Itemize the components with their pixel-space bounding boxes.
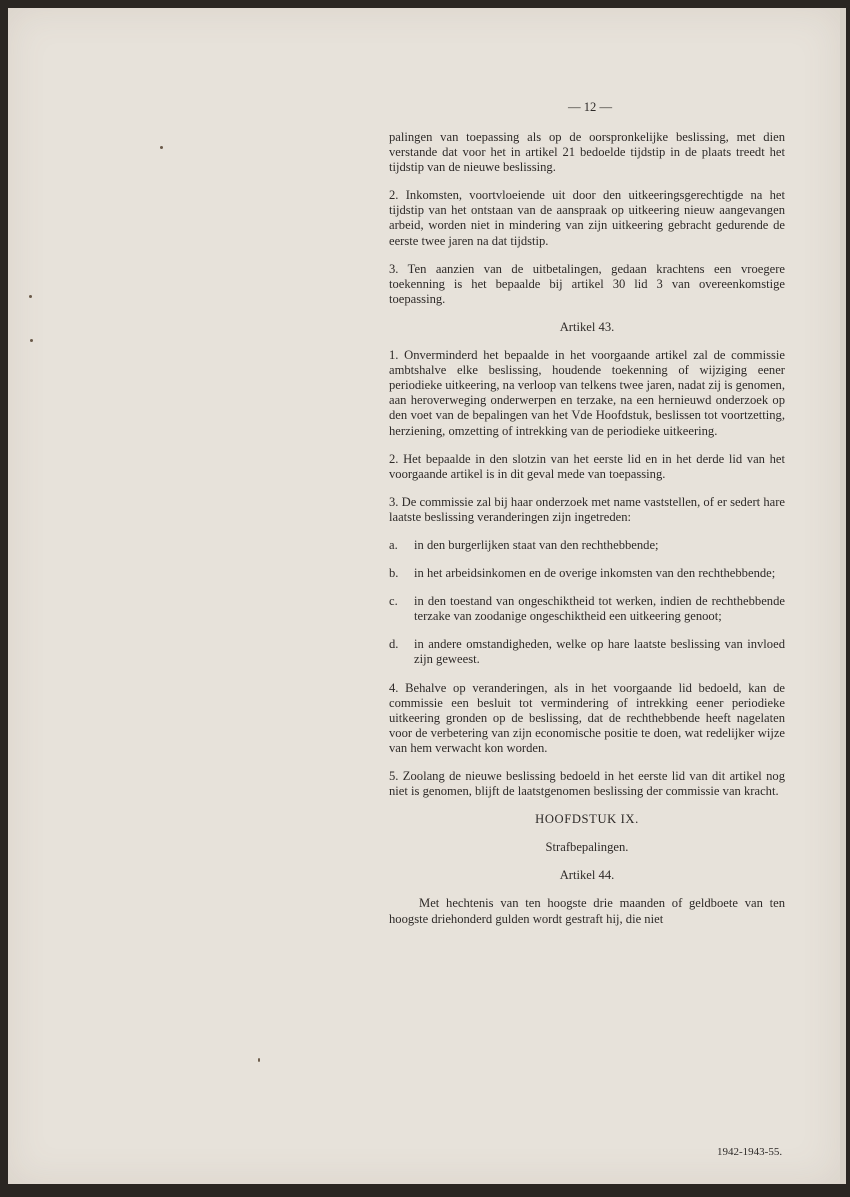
paper-speck <box>29 295 32 298</box>
article-43-paragraph-1: 1. Onverminderd het bepaalde in het voorgaande artikel zal de commissie ambtshalve elke beslissing, houdende toekenning of wijziging eener periodieke uitkeering, na verloop van telkens twee jaren, nadat zij is genomen, aan heroverweging onderwerpen en terzake, na een hernieuwd onderzoek op den voet van de bepalingen van het Vde Hoofdstuk, beslissen tot voortzetting, herziening, omzetting of intrekking van de periodieke uitkeering. <box>389 348 785 438</box>
paper-speck <box>30 339 33 342</box>
list-item-b <box>389 566 785 581</box>
list-item-a <box>389 538 785 553</box>
list-marker: c. <box>389 594 398 609</box>
list-item-d <box>389 637 785 667</box>
article-43-heading: Artikel 43. <box>559 319 615 334</box>
article-44-paragraph-1: Met hechtenis van ten hoogste drie maanden of geldboete van ten hoogste driehonderd gulden wordt gestraft hij, die niet <box>389 896 785 926</box>
chapter-heading: HOOFDSTUK IX. <box>535 812 639 827</box>
list-item-text: in den burgerlijken staat van den rechthebbende; <box>414 537 659 552</box>
page-edge <box>840 8 846 1184</box>
article-43-paragraph-3: 3. De commissie zal bij haar onderzoek met name vaststellen, of er sedert hare laatste beslissing veranderingen zijn ingetreden: <box>389 494 785 524</box>
page-number: — 12 — <box>567 100 613 114</box>
paragraph-intro: palingen van toepassing als op de oorspronkelijke beslissing, met dien verstande dat voor het in artikel 21 bedoelde tijdstip in de plaats treedt het tijdstip van de nieuwe beslissing. <box>389 130 785 175</box>
document-body <box>389 130 785 940</box>
list-marker: b. <box>389 566 399 581</box>
paper-speck <box>258 1058 260 1062</box>
article-43-paragraph-2: 2. Het bepaalde in den slotzin van het eerste lid en in het derde lid van het voorgaande artikel is in dit geval mede van toepassing. <box>389 451 785 481</box>
article-43-paragraph-4: 4. Behalve op veranderingen, als in het voorgaande lid bedoeld, kan de commissie een besluit tot vermindering of intrekking eener periodieke uitkeering gronden op de beslissing, dat de rechthebbende heeft nagelaten voor de verbetering van zijn economische positie te doen, wat redelijker wijze van hem verwacht kon worden. <box>389 680 785 755</box>
paper-speck <box>160 146 163 149</box>
list-item-text: in het arbeidsinkomen en de overige inkomsten van den rechthebbende; <box>414 566 776 581</box>
paragraph-3: 3. Ten aanzien van de uitbetalingen, gedaan krachtens een vroegere toekenning is het bepaalde bij artikel 30 lid 3 van overeenkomstige toepassing. <box>389 261 785 306</box>
document-code: 1942-1943-55. <box>717 1146 783 1158</box>
list-item-c <box>389 594 785 624</box>
article-43-paragraph-5: 5. Zoolang de nieuwe beslissing bedoeld in het eerste lid van dit artikel nog niet is genomen, blijft de laatstgenomen beslissing der commissie van kracht. <box>389 769 785 799</box>
article-44-heading: Artikel 44. <box>559 868 615 883</box>
list-item-text: in den toestand van ongeschiktheid tot werken, indien de rechthebbende terzake van zoodanige ongeschiktheid een uitkeering genoot; <box>414 594 785 624</box>
list-marker: a. <box>389 537 398 552</box>
paragraph-2: 2. Inkomsten, voortvloeiende uit door den uitkeeringsgerechtigde na het tijdstip van het ontstaan van de aanspraak op uitkeering nieuw aangevangen arbeid, worden niet in mindering van zijn uitkeering gebracht gedurende de eerste twee jaren na dat tijdstip. <box>389 188 785 248</box>
list-marker: d. <box>389 637 399 652</box>
list-item-text: in andere omstandigheden, welke op hare laatste beslissing van invloed zijn geweest. <box>414 637 785 667</box>
chapter-subtitle: Strafbepalingen. <box>545 840 629 855</box>
